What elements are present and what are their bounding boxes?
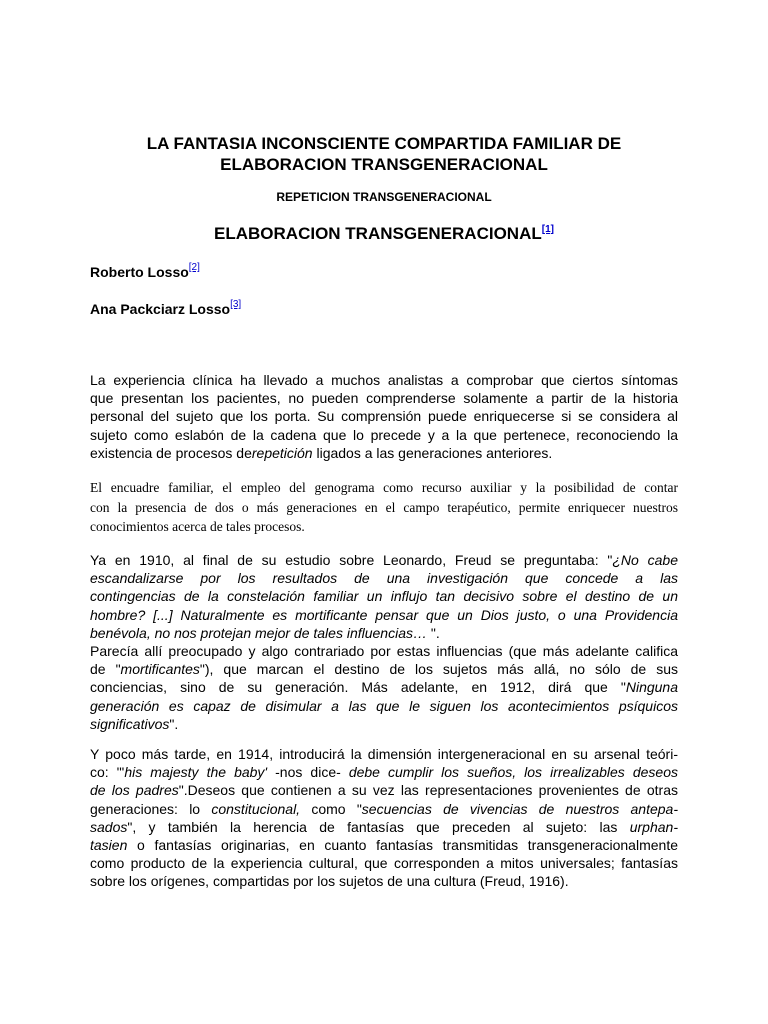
quote-italic: his majesty the baby'	[124, 764, 268, 781]
quote-italic: benévola, no nos protejan mejor de tales influencias…	[90, 624, 431, 641]
text-line	[90, 444, 678, 462]
quote-italic: sados	[90, 818, 128, 835]
text-span: generaciones: lo	[90, 800, 212, 817]
text-line: Parecía allí preocupado y algo contrariado por estas influencias (que más adelante califica	[90, 643, 678, 660]
text-span: de "	[90, 661, 121, 678]
author-name: Ana Packciarz Losso	[90, 301, 231, 317]
text-line: Y poco más tarde, en 1914, introducirá la dimensión intergeneracional en su arsenal teóri-	[90, 746, 678, 762]
text-line	[90, 624, 678, 642]
text-line	[90, 715, 678, 733]
section-heading	[90, 224, 678, 244]
paragraph-2	[90, 478, 678, 537]
title-line-2: ELABORACION TRANSGENERACIONAL	[220, 155, 548, 174]
text-span: ligados a las generaciones anteriores.	[312, 444, 553, 461]
section-heading-text: ELABORACION TRANSGENERACIONAL	[214, 224, 542, 243]
italic-term: mortificantes	[120, 661, 200, 678]
text-line	[90, 800, 678, 818]
text-line	[90, 551, 678, 569]
italic-term: constitucional,	[211, 800, 301, 817]
text-line: conocimientos acerca de tales procesos.	[90, 519, 305, 534]
title-line-1: LA FANTASIA INCONSCIENTE COMPARTIDA FAMILIAR DE	[146, 134, 622, 153]
footnote-link-2[interactable]: [2]	[188, 262, 200, 273]
italic-term: tasien	[90, 837, 128, 854]
paragraph-4	[90, 745, 678, 891]
quote-line: escandalizarse por los resultados de una investigación que concede a las	[90, 570, 678, 587]
quote-italic: significativos	[90, 715, 170, 732]
quote-italic: ¿No cabe	[612, 552, 678, 568]
quote-line: generación es capaz de disimular a las que le siguen los acontecimientos psíquicos	[90, 697, 678, 714]
italic-term: repetición	[251, 444, 313, 461]
text-line	[90, 678, 678, 696]
text-line	[90, 818, 678, 836]
text-span: Ya en 1910, al final de su estudio sobre Leonardo, Freud se preguntaba: "	[90, 552, 613, 568]
author-2	[90, 299, 241, 317]
text-line: sobre los orígenes, compartidas por los sujetos de una cultura (Freud, 1916).	[90, 873, 569, 890]
author-1	[90, 262, 200, 280]
text-line: El encuadre familiar, el empleo del genograma como recurso auxiliar y la posibilidad de contar	[90, 480, 678, 495]
text-span: o fantasías originarias, en cuanto fantasías transmitidas transgeneracionalmente	[127, 837, 678, 854]
quote-italic: debe cumplir los sueños, los irrealizables deseos	[348, 764, 678, 781]
quote-italic: Ninguna	[625, 679, 678, 696]
author-name: Roberto Losso	[90, 264, 189, 280]
quote-italic: de los padres	[90, 782, 179, 799]
text-span: conciencias, sino de su generación. Más adelante, en 1912, dirá que "	[90, 679, 626, 696]
text-span: co: "'	[90, 764, 125, 781]
quote-italic: secuencias de vivencias de nuestros antepa-	[361, 800, 678, 817]
footnote-link-1[interactable]: [1]	[541, 224, 554, 235]
paragraph-3	[90, 551, 678, 733]
text-span: -nos dice-	[267, 764, 349, 781]
subtitle: REPETICION TRANSGENERACIONAL	[276, 190, 492, 204]
text-line: La experiencia clínica ha llevado a muchos analistas a comprobar que ciertos síntomas	[90, 372, 678, 388]
footnote-link-3[interactable]: [3]	[230, 299, 242, 310]
quote-line: hombre? [...] Naturalmente es mortificante pensar que un Dios justo, o una Providencia	[90, 606, 678, 623]
text-span: como "	[300, 800, 362, 817]
document-title	[90, 133, 678, 175]
text-line	[90, 763, 678, 781]
text-line	[90, 781, 678, 799]
text-line: con la presencia de dos o más generaciones en el campo terapéutico, permite enriquecer nuestros	[90, 499, 678, 515]
text-line	[90, 836, 678, 854]
text-line: como producto de la experiencia cultural, que corresponden a mitos universales; fantasías	[90, 855, 678, 872]
text-line: que presentan los pacientes, no pueden comprenderse solamente a partir de la historia	[90, 390, 678, 407]
text-line: sujeto como eslabón de la cadena que lo precede y a la que pertenece, reconociendo la	[90, 426, 678, 443]
text-span: ".	[430, 624, 440, 641]
text-span: ".	[169, 715, 179, 732]
paragraph-1	[90, 371, 678, 462]
text-span: ".Deseos que contienen a su vez las representaciones provenientes de otras	[178, 782, 678, 799]
italic-term: urphan-	[629, 818, 678, 835]
text-span: existencia de procesos de	[90, 444, 252, 461]
text-span: ", y también la herencia de fantasías que preceden al sujeto: las	[127, 818, 630, 835]
quote-line: contingencias de la constelación familiar un influjo tan decisivo sobre el destino de un	[90, 588, 678, 605]
text-line	[90, 660, 678, 678]
text-line: personal del sujeto que los porta. Su comprensión puede enriquecerse si se considera al	[90, 408, 678, 425]
text-span: "), que marcan el destino de los sujetos más allá, no sólo de sus	[199, 661, 678, 678]
